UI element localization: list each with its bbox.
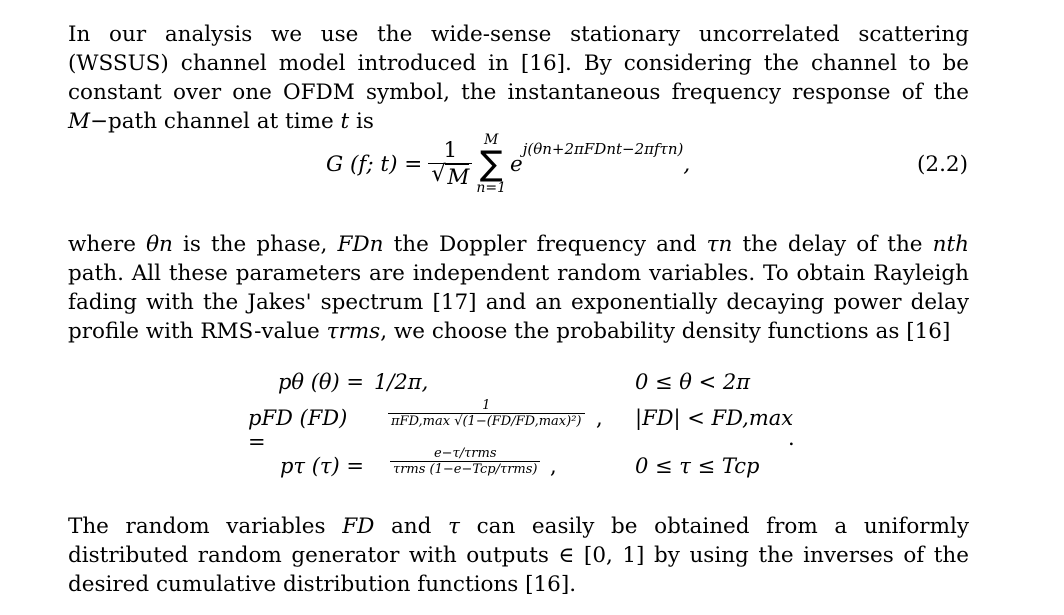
pdf-doppler-fraction (388, 398, 585, 429)
sigma-symbol: ∑ (479, 144, 503, 184)
paragraph-parameters-text-5: path. All these parameters are independent random variables. To obtain Rayleigh fading with the Jakes' spectrum [17] and an exponentially decaying power delay profile with RMS-value (68, 261, 969, 344)
paragraph-generation (68, 512, 969, 599)
sum-lower-limit: n=1 (476, 180, 506, 196)
paragraph-intro-text-2: −path channel at time (90, 109, 341, 134)
symbol-tau-n: τn (706, 232, 733, 257)
equation-number: (2.2) (917, 152, 968, 177)
pdf-delay-condition: 0 ≤ τ ≤ Tcp (635, 454, 760, 478)
pdf-doppler-lhs: pFD (FD) = (248, 406, 348, 454)
pdf-delay-denominator: τrms (1−e−Tcp/τrms) (390, 461, 540, 477)
symbol-tau: τ (448, 514, 460, 539)
sum-upper-limit: M (483, 132, 499, 148)
symbol-theta-n: θn (146, 232, 173, 257)
symbol-FD: FD (342, 514, 375, 539)
symbol-t: t (340, 109, 350, 134)
pdf-doppler-numerator: 1 (482, 398, 491, 413)
paragraph-parameters-text-4: the delay of the (732, 232, 933, 257)
paragraph-parameters-text: where (68, 232, 147, 257)
pdf-doppler-comma: , (596, 406, 603, 430)
exponent: j(θn+2πFDnt−2πfτn) (522, 140, 684, 159)
pdf-delay-numerator: e−τ/τrms (433, 446, 497, 461)
pdf-delay-comma: , (550, 454, 557, 478)
summation (476, 132, 506, 196)
sqrt: √ M (431, 161, 470, 190)
pdf-delay-lhs: pτ (τ) = (279, 454, 364, 478)
pdf-delay-fraction (390, 446, 540, 477)
equation-fraction (428, 138, 472, 190)
paragraph-parameters-text-3: the Doppler frequency and (383, 232, 707, 257)
paragraph-generation-text-3: can easily be obtained from a uniformly distributed random generator with outputs ∈ [0, 1] by using the inverses of the desired cumulative distribution functions [16]. (68, 514, 969, 597)
pdf-theta-condition: 0 ≤ θ < 2π (635, 370, 751, 394)
pdf-doppler-denominator: πFD,max √(1−(FD/FD,max)²) (388, 413, 585, 429)
symbol-nth: nth (932, 232, 969, 257)
paragraph-parameters-text-6: , we choose the probability density functions as [16] (380, 319, 951, 344)
paragraph-parameters (68, 230, 969, 346)
paragraph-generation-text-2: and (374, 514, 449, 539)
sqrt-argument: M (447, 165, 470, 190)
pdf-doppler-condition: |FD| < FD,max (635, 406, 794, 430)
equation-channel-response (326, 132, 690, 196)
symbol-tau-rms: τrms (326, 319, 381, 344)
exponential: $e^{j(\theta n+2\pi FDnt-2\pi f\tau n)}$, (509, 140, 691, 177)
equation-pdfs (248, 370, 808, 500)
paragraph-intro-text-3: is (349, 109, 374, 134)
pdf-period: . (788, 426, 795, 450)
symbol-FDn: FDn (337, 232, 384, 257)
fraction-denominator (428, 163, 472, 190)
paragraph-intro (68, 20, 969, 136)
paragraph-intro-text: In our analysis we use the wide-sense stationary uncorrelated scattering (WSSUS) channel model introduced in [16]. By considering the channel to be constant over one OFDM symbol, the instantaneous frequency response of the (68, 22, 969, 105)
paragraph-parameters-text-2: is the phase, (172, 232, 338, 257)
pdf-theta-lhs: pθ (θ) = (277, 370, 364, 394)
equation-lhs: G (f; t) = (326, 151, 423, 177)
pdf-theta-rhs: 1/2π, (374, 370, 429, 394)
symbol-M: M (68, 109, 91, 134)
fraction-numerator: 1 (443, 138, 458, 163)
paragraph-generation-text: The random variables (68, 514, 343, 539)
